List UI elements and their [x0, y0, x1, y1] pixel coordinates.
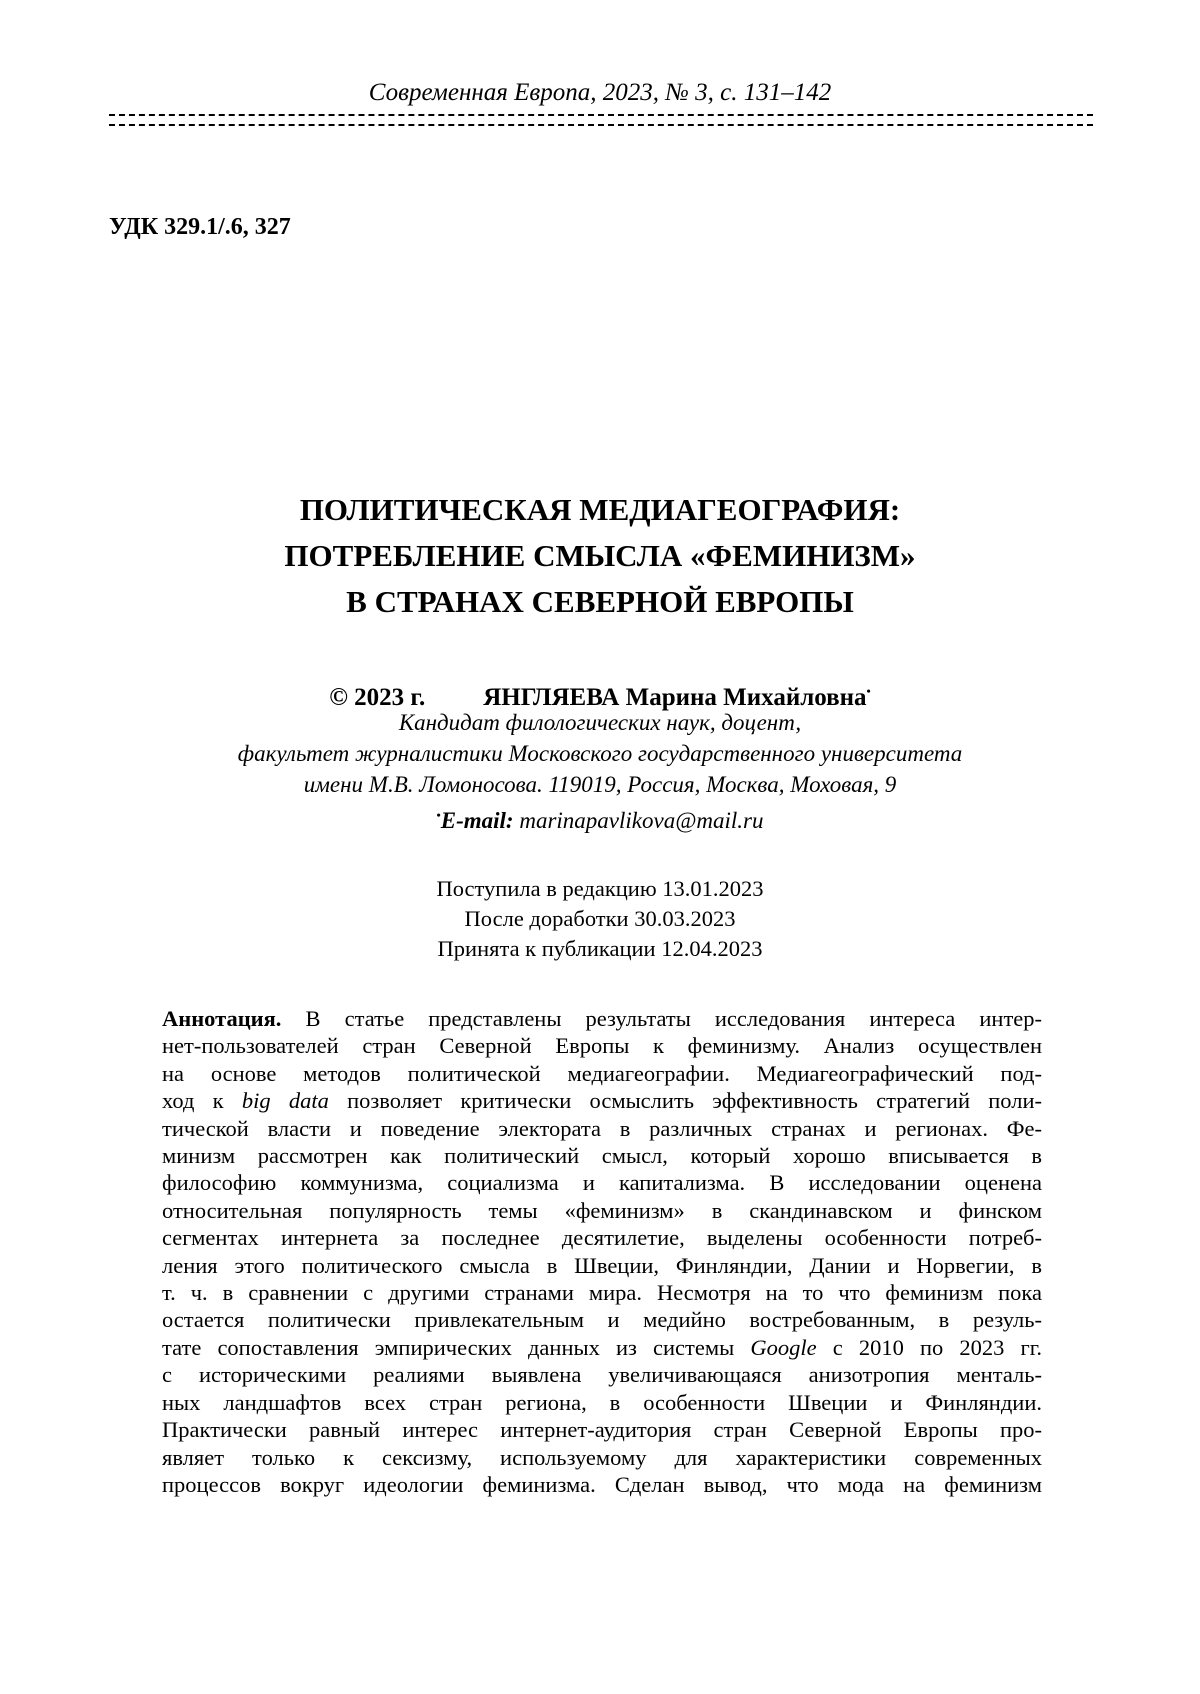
abstract-line: тической власти и поведение электората в различных странах и регионах. Фе- — [162, 1115, 1042, 1141]
date-accepted: Принята к публикации 12.04.2023 — [437, 936, 763, 961]
affiliation-line: имени М.В. Ломоносова. 119019, Россия, Москва, Моховая, 9 — [303, 772, 897, 797]
author-affiliation — [0, 707, 1200, 836]
email-line — [0, 800, 1200, 836]
author-marker: • — [866, 684, 871, 698]
abstract-line: минизм рассмотрен как политический смысл, который хорошо вписывается в — [162, 1143, 1042, 1169]
abstract-line: тате сопоставления эмпирических данных из системы Google с 2010 по 2023 гг. — [162, 1334, 1043, 1360]
affiliation-line: Кандидат филологических наук, доцент, — [398, 710, 802, 735]
abstract-line: являет только к сексизму, используемому для характеристики современных — [162, 1444, 1042, 1470]
abstract — [162, 1005, 1042, 1498]
abstract-line: ход к big data позволяет критически осмыслить эффективность стратегий поли- — [162, 1088, 1043, 1114]
email-address[interactable]: marinapavlikova@mail.ru — [519, 808, 764, 833]
copyright-year: © 2023 г. — [329, 684, 426, 711]
abstract-line: нет-пользователей стран Северной Европы к феминизму. Анализ осуществлен — [162, 1033, 1042, 1059]
submission-dates — [0, 874, 1200, 964]
journal-header: Современная Европа, 2023, № 3, с. 131–142 — [368, 79, 832, 106]
abstract-line: Аннотация. В статье представлены результаты исследования интереса интер- — [162, 1006, 1042, 1031]
article-title — [0, 487, 1200, 625]
abstract-line: ных ландшафтов всех стран региона, в особенности Швеции и Финляндии. — [162, 1389, 1042, 1415]
title-line: ПОТРЕБЛЕНИЕ СМЫСЛА «ФЕМИНИЗМ» — [284, 538, 916, 573]
title-line: В СТРАНАХ СЕВЕРНОЙ ЕВРОПЫ — [346, 584, 854, 619]
date-revised: После доработки 30.03.2023 — [464, 906, 736, 931]
abstract-line: сегментах интернета за последнее десятилетие, выделены особенности потреб- — [162, 1225, 1042, 1251]
abstract-line: остается политически привлекательным и медийно востребованным, в резуль- — [162, 1307, 1042, 1333]
affiliation-line: факультет журналистики Московского государственного университета — [237, 741, 963, 766]
header-rule — [109, 114, 1093, 126]
abstract-line: относительная популярность темы «феминизм» в скандинавском и финском — [162, 1197, 1042, 1223]
udk-code: УДК 329.1/.6, 327 — [109, 214, 291, 240]
abstract-line: с историческими реалиями выявлена увеличивающаяся анизотропия менталь- — [162, 1362, 1042, 1388]
abstract-line: т. ч. в сравнении с другими странами мира. Несмотря на то что феминизм пока — [162, 1280, 1042, 1306]
abstract-line: философию коммунизма, социализма и капитализма. В исследовании оценена — [162, 1170, 1042, 1196]
abstract-label: Аннотация. — [162, 1006, 282, 1031]
abstract-line: ления этого политического смысла в Швеции, Финляндии, Дании и Норвегии, в — [162, 1252, 1042, 1278]
abstract-line: на основе методов политической медиагеографии. Медиагеографический под- — [162, 1060, 1042, 1086]
date-received: Поступила в редакцию 13.01.2023 — [436, 876, 764, 901]
abstract-line: Практически равный интерес интернет-аудитория стран Северной Европы про- — [162, 1417, 1042, 1443]
abstract-line: процессов вокруг идеологии феминизма. Сделан вывод, что мода на феминизм — [162, 1471, 1042, 1497]
author-name: ЯНГЛЯЕВА Марина Михайловна — [483, 684, 867, 711]
email-marker: • — [436, 808, 441, 822]
email-label: •E-mail: — [436, 808, 514, 833]
title-line: ПОЛИТИЧЕСКАЯ МЕДИАГЕОГРАФИЯ: — [299, 492, 901, 527]
